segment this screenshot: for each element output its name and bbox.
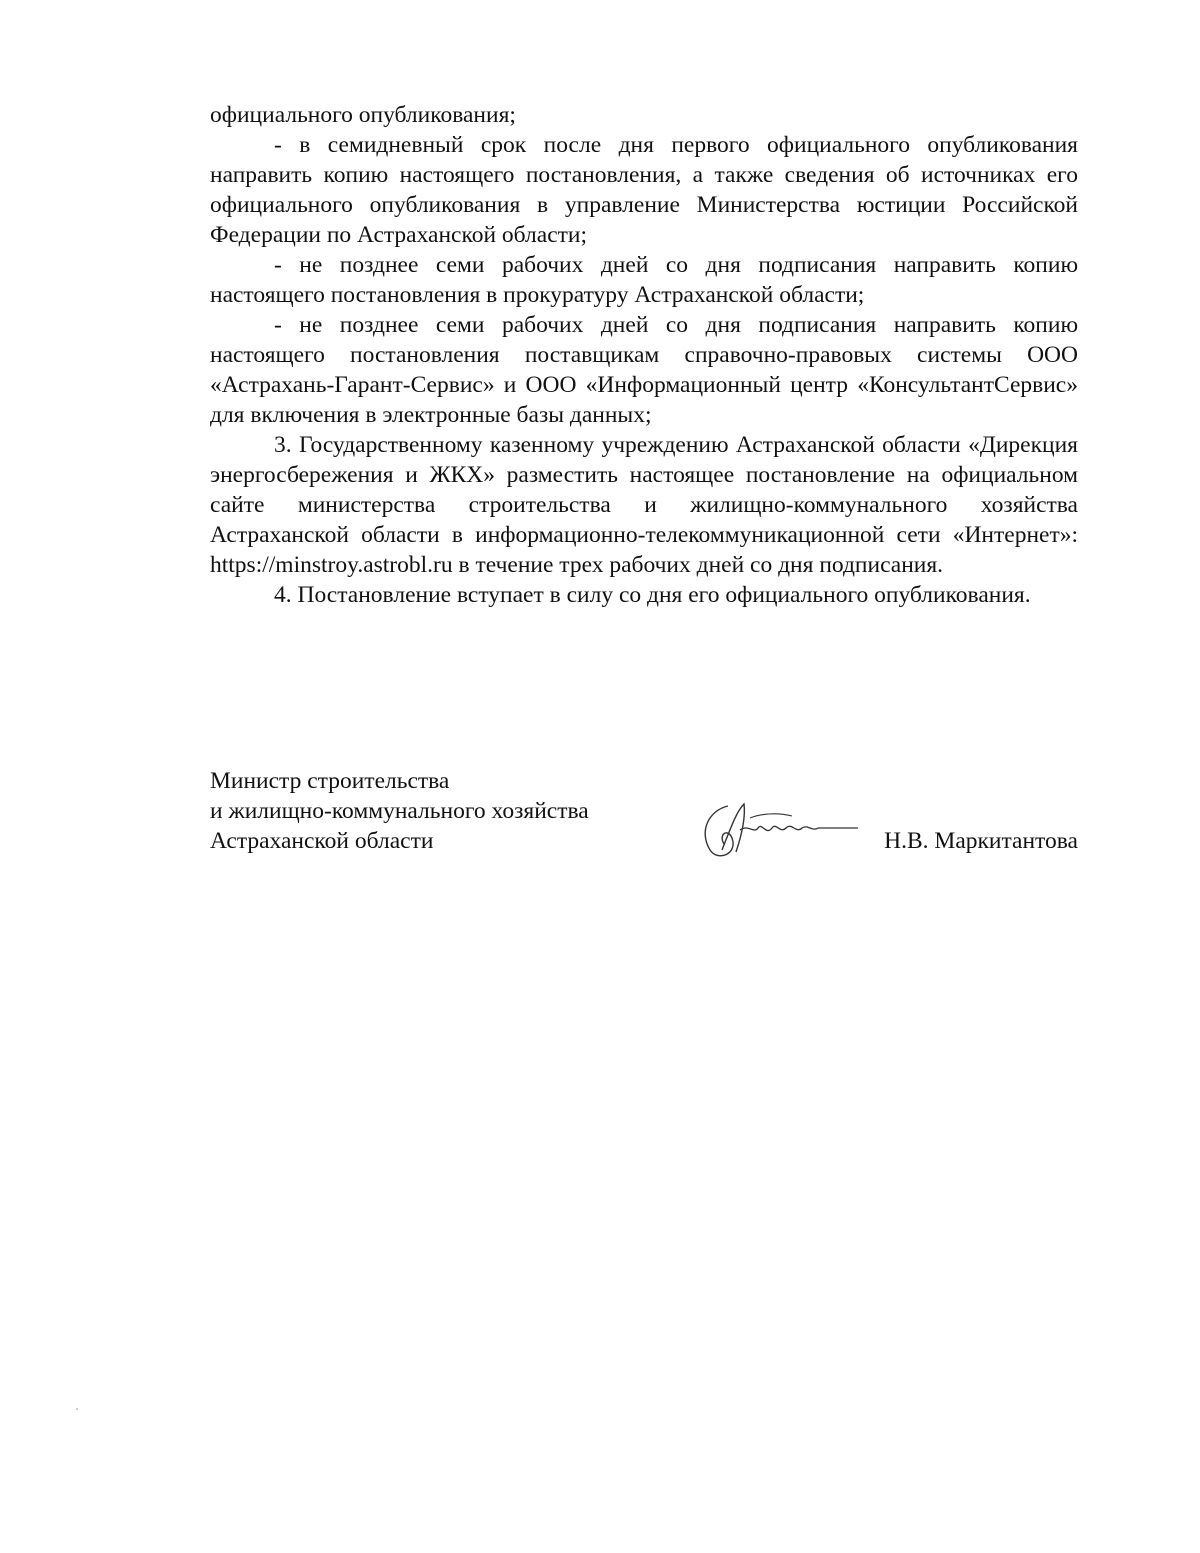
signer-title bbox=[210, 766, 670, 856]
document-body bbox=[210, 100, 1078, 610]
paragraph-justice-copy: - в семидневный срок после дня первого официального опубликования направить копию настоящего постановления, а также сведения об источниках его официального опубликования в управление Министерства юстиции Российской Федерации по Астраханской области; bbox=[210, 132, 1078, 248]
paragraph-item-3: 3. Государственному казенному учреждению Астраханской области «Дирекция энергосбережения и ЖКХ» разместить настоящее постановление на официальном сайте министерства строительства и жилищно-коммунального хозяйства Астраханской области в информационно-телекоммуникационной сети «Интернет»: https://minstroy.astrobl.ru в течение трех рабочих дней со дня подписания. bbox=[210, 432, 1078, 578]
paragraph-prosecutor-copy: - не позднее семи рабочих дней со дня подписания направить копию настоящего постановления в прокуратуру Астраханской области; bbox=[210, 252, 1078, 308]
paragraph-continuation: официального опубликования; bbox=[210, 102, 516, 128]
signature-block bbox=[210, 766, 1078, 866]
signer-title-line: и жилищно-коммунального хозяйства bbox=[210, 798, 589, 824]
signer-title-line: Астраханской области bbox=[210, 828, 434, 854]
handwritten-signature bbox=[688, 790, 858, 862]
paragraph-item-4: 4. Постановление вступает в силу со дня его официального опубликования. bbox=[274, 582, 1031, 608]
paragraph-legal-systems-copy: - не позднее семи рабочих дней со дня подписания направить копию настоящего постановления поставщикам справочно-правовых системы ООО «Астрахань-Гарант-Сервис» и ООО «Информационный центр «КонсультантСервис» для включения в электронные базы данных; bbox=[210, 312, 1078, 428]
scan-speck bbox=[76, 1408, 78, 1410]
signer-title-line: Министр строительства bbox=[210, 768, 450, 794]
signer-name: Н.В. Маркитантова bbox=[884, 828, 1078, 854]
